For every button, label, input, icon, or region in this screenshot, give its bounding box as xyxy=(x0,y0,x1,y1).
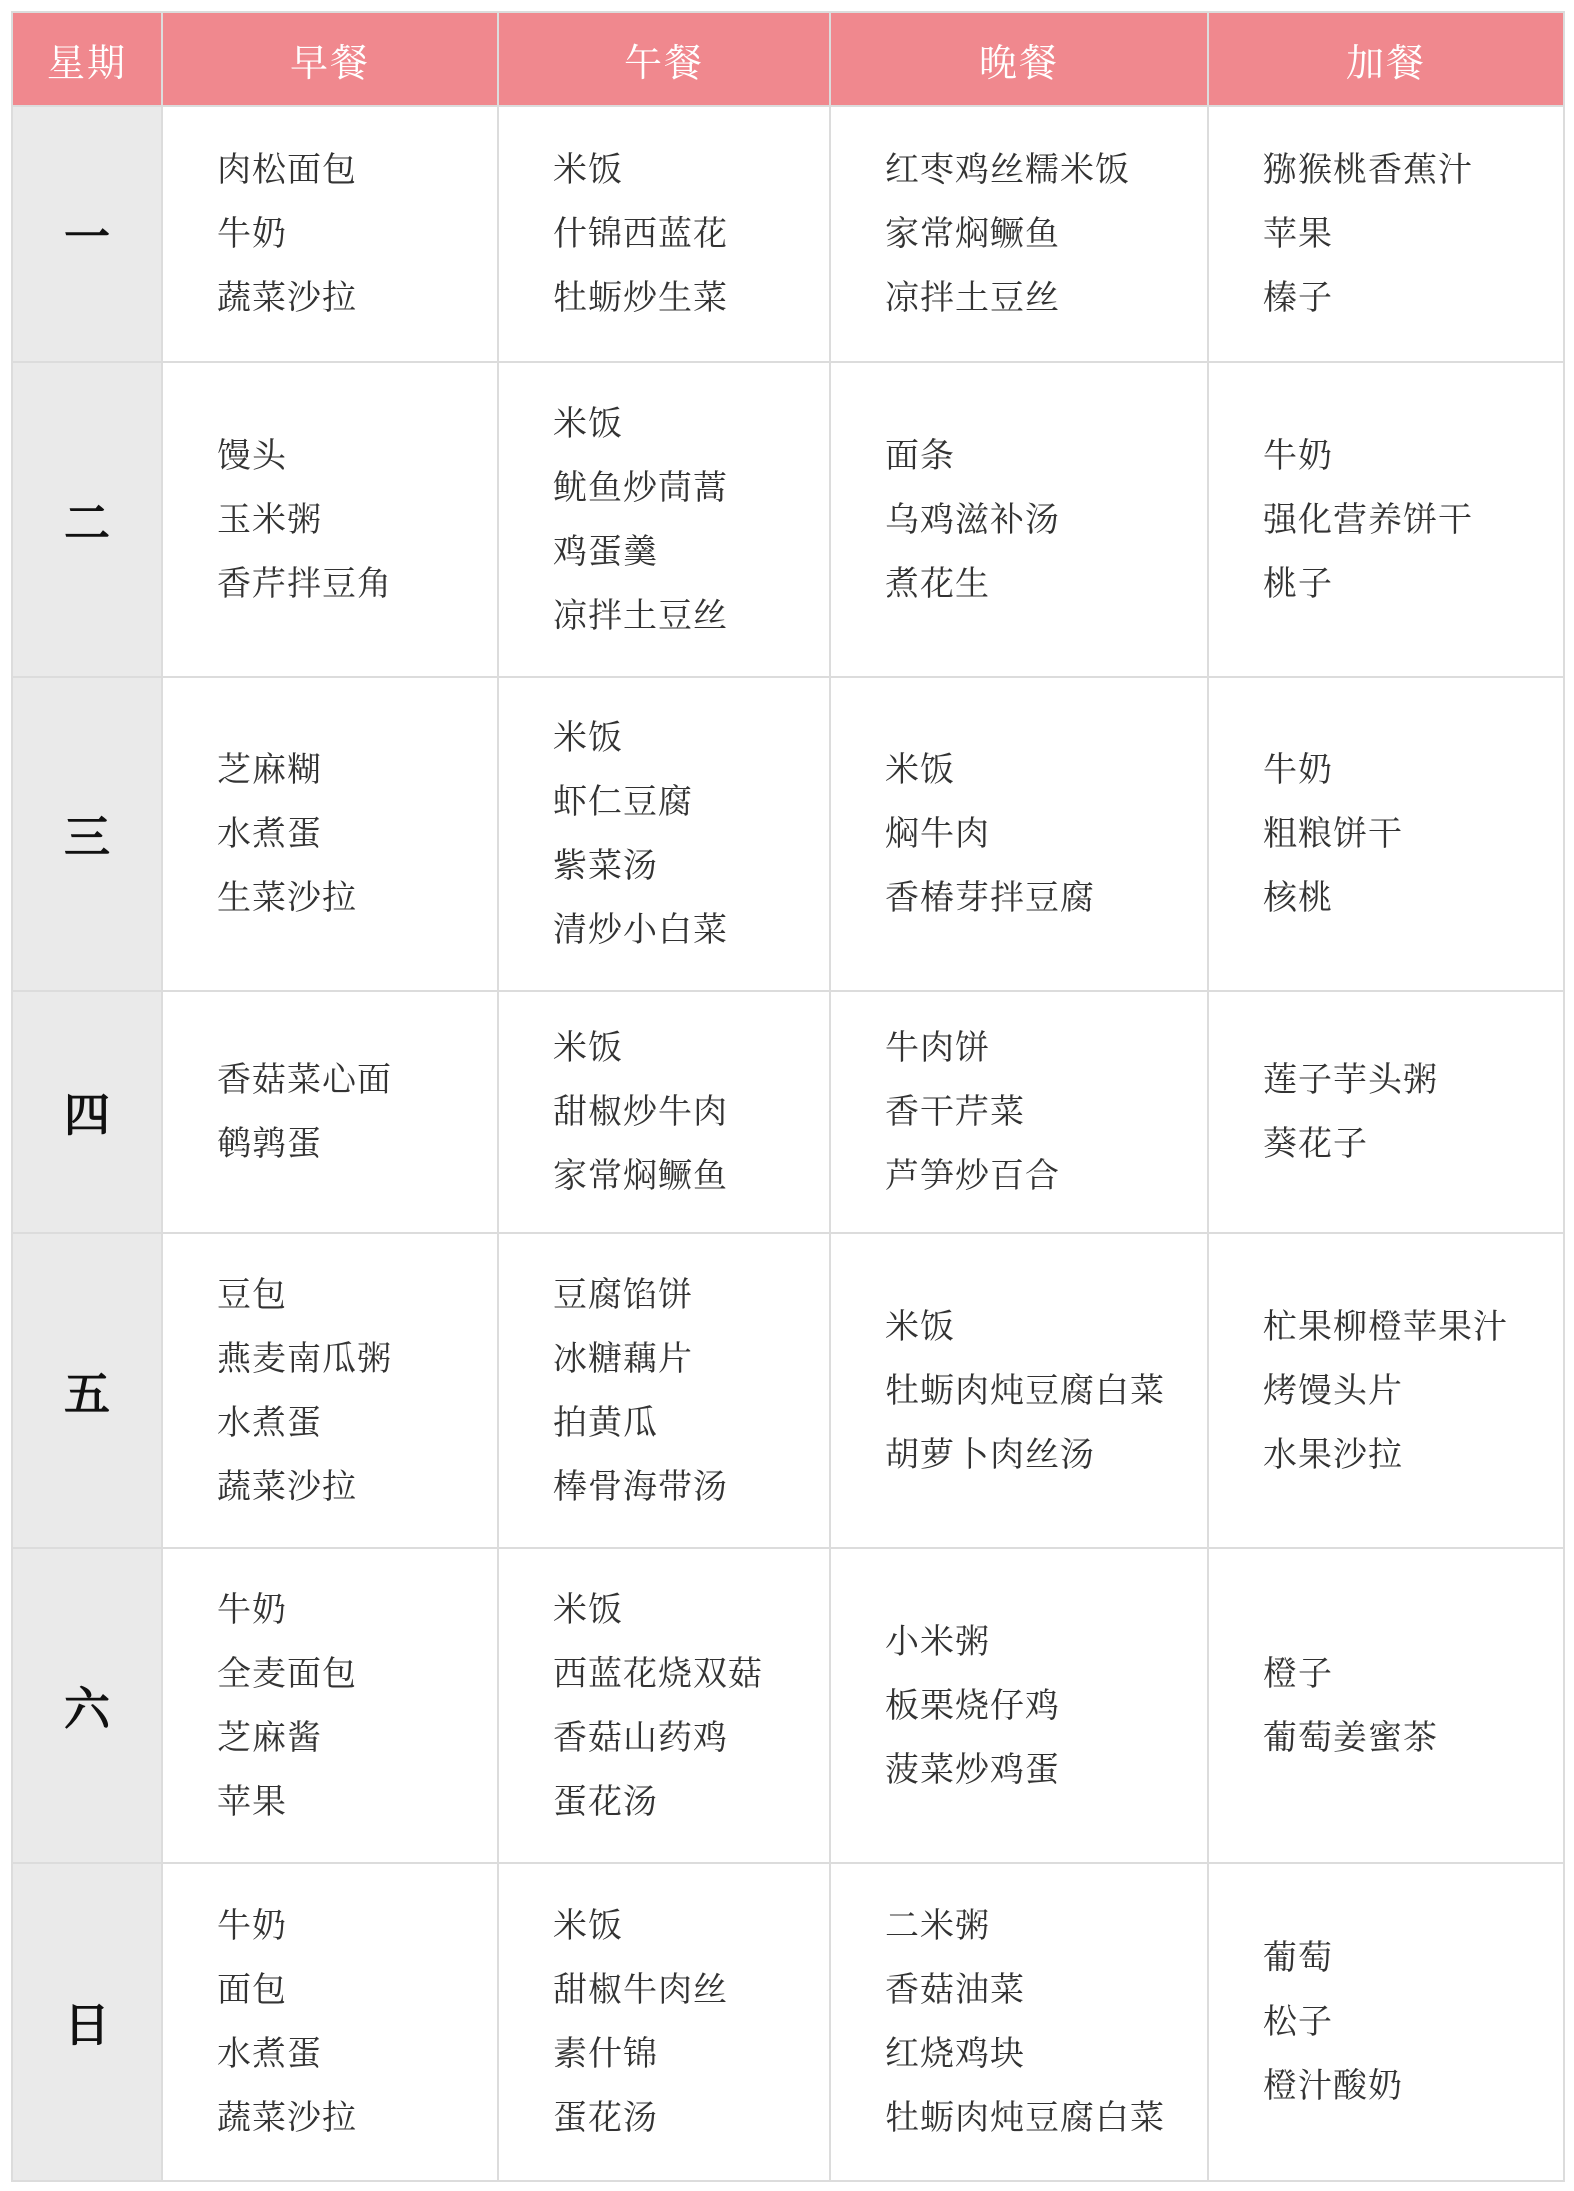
day-cell: 四 xyxy=(12,991,162,1233)
dish-item: 牛奶 xyxy=(217,1906,287,1946)
day-cell: 五 xyxy=(12,1233,162,1548)
dish-item: 甜椒炒牛肉 xyxy=(553,1092,728,1132)
table-row xyxy=(12,991,1564,1233)
dinner-cell xyxy=(830,362,1208,677)
dish-item: 胡萝卜肉丝汤 xyxy=(885,1434,1095,1475)
day-cell: 六 xyxy=(12,1548,162,1863)
dish-item: 米饭 xyxy=(553,1906,623,1946)
dinner-cell xyxy=(830,677,1208,991)
dish-item: 桃子 xyxy=(1263,563,1333,604)
dish-item: 橙汁酸奶 xyxy=(1263,2066,1403,2106)
dish-item: 米饭 xyxy=(553,718,623,758)
table-row xyxy=(12,1863,1564,2181)
table-header xyxy=(12,12,1564,106)
header-lunch: 午餐 xyxy=(498,12,830,106)
header-dinner: 晚餐 xyxy=(830,12,1208,106)
dish-item: 粗粮饼干 xyxy=(1263,814,1403,854)
snack-cell xyxy=(1208,677,1564,991)
dish-item: 小米粥 xyxy=(885,1621,990,1662)
dish-item: 榛子 xyxy=(1263,278,1333,318)
dish-item: 苹果 xyxy=(1263,214,1333,254)
dish-item: 乌鸡滋补汤 xyxy=(885,499,1060,540)
header-breakfast: 早餐 xyxy=(162,12,498,106)
dish-item: 核桃 xyxy=(1263,878,1333,918)
lunch-cell xyxy=(498,991,830,1233)
dish-item: 鸡蛋羹 xyxy=(553,531,658,572)
dish-item: 松子 xyxy=(1263,2002,1333,2042)
dish-item: 水煮蛋 xyxy=(217,1402,322,1443)
breakfast-cell xyxy=(162,1863,498,2181)
dish-item: 蔬菜沙拉 xyxy=(217,278,357,318)
dish-item: 烤馒头片 xyxy=(1263,1370,1403,1411)
dish-item: 西蓝花烧双菇 xyxy=(553,1653,763,1694)
snack-cell xyxy=(1208,362,1564,677)
snack-cell xyxy=(1208,991,1564,1233)
dish-item: 凉拌土豆丝 xyxy=(885,278,1060,318)
dish-item: 水果沙拉 xyxy=(1263,1434,1403,1475)
lunch-cell xyxy=(498,362,830,677)
dish-item: 牛奶 xyxy=(217,1589,287,1630)
dish-item: 面包 xyxy=(217,1970,287,2010)
dish-item: 牡蛎肉炖豆腐白菜 xyxy=(885,1370,1165,1411)
lunch-cell xyxy=(498,1233,830,1548)
dish-item: 拍黄瓜 xyxy=(553,1402,658,1443)
breakfast-cell xyxy=(162,677,498,991)
dish-item: 牡蛎肉炖豆腐白菜 xyxy=(885,2098,1165,2138)
dish-item: 米饭 xyxy=(553,1589,623,1630)
day-cell: 一 xyxy=(12,106,162,362)
dish-item: 玉米粥 xyxy=(217,499,322,540)
dinner-cell xyxy=(830,1863,1208,2181)
lunch-cell xyxy=(498,106,830,362)
dish-item: 馒头 xyxy=(217,435,287,476)
dish-item: 牛奶 xyxy=(217,214,287,254)
dish-item: 燕麦南瓜粥 xyxy=(217,1338,392,1379)
dish-item: 牛奶 xyxy=(1263,435,1333,476)
dish-item: 苹果 xyxy=(217,1781,287,1822)
breakfast-cell xyxy=(162,1233,498,1548)
dish-item: 香菇油菜 xyxy=(885,1970,1025,2010)
dish-item: 橙子 xyxy=(1263,1653,1333,1694)
header-row xyxy=(12,12,1564,106)
dinner-cell xyxy=(830,1548,1208,1863)
table-row xyxy=(12,677,1564,991)
dish-item: 甜椒牛肉丝 xyxy=(553,1970,728,2010)
snack-cell xyxy=(1208,106,1564,362)
dish-item: 什锦西蓝花 xyxy=(553,214,728,254)
dish-item: 冰糖藕片 xyxy=(553,1338,693,1379)
dish-item: 蔬菜沙拉 xyxy=(217,2098,357,2138)
dish-item: 牡蛎炒生菜 xyxy=(553,278,728,318)
dish-item: 香干芹菜 xyxy=(885,1092,1025,1132)
dish-item: 红烧鸡块 xyxy=(885,2034,1025,2074)
table-row xyxy=(12,1548,1564,1863)
dish-item: 煮花生 xyxy=(885,563,990,604)
dish-item: 棒骨海带汤 xyxy=(553,1466,728,1507)
breakfast-cell xyxy=(162,1548,498,1863)
dish-item: 素什锦 xyxy=(553,2034,658,2074)
dish-item: 鹌鹑蛋 xyxy=(217,1124,322,1164)
dish-item: 面条 xyxy=(885,435,955,476)
header-snack: 加餐 xyxy=(1208,12,1564,106)
dinner-cell xyxy=(830,991,1208,1233)
dish-item: 蛋花汤 xyxy=(553,1781,658,1822)
dish-item: 米饭 xyxy=(885,750,955,790)
lunch-cell xyxy=(498,677,830,991)
dinner-cell xyxy=(830,1233,1208,1548)
dish-item: 香菇菜心面 xyxy=(217,1060,392,1100)
dish-item: 芦笋炒百合 xyxy=(885,1156,1060,1196)
lunch-cell xyxy=(498,1863,830,2181)
breakfast-cell xyxy=(162,362,498,677)
dish-item: 家常焖鳜鱼 xyxy=(885,214,1060,254)
lunch-cell xyxy=(498,1548,830,1863)
dish-item: 米饭 xyxy=(553,150,623,190)
dish-item: 鱿鱼炒茼蒿 xyxy=(553,467,728,508)
dish-item: 二米粥 xyxy=(885,1906,990,1946)
dish-item: 清炒小白菜 xyxy=(553,910,728,950)
breakfast-cell xyxy=(162,106,498,362)
dish-item: 豆包 xyxy=(217,1274,287,1315)
snack-cell xyxy=(1208,1233,1564,1548)
dish-item: 芝麻酱 xyxy=(217,1717,322,1758)
dish-item: 香芹拌豆角 xyxy=(217,563,392,604)
dish-item: 焖牛肉 xyxy=(885,814,990,854)
dish-item: 葵花子 xyxy=(1263,1124,1368,1164)
dish-item: 米饭 xyxy=(885,1306,955,1347)
dish-item: 莲子芋头粥 xyxy=(1263,1060,1438,1100)
day-cell: 二 xyxy=(12,362,162,677)
dish-item: 蔬菜沙拉 xyxy=(217,1466,357,1507)
dish-item: 豆腐馅饼 xyxy=(553,1274,693,1315)
dish-item: 杧果柳橙苹果汁 xyxy=(1263,1306,1508,1347)
table-row xyxy=(12,1233,1564,1548)
meal-rows xyxy=(12,106,1564,2181)
dish-item: 肉松面包 xyxy=(217,150,357,190)
dish-item: 香椿芽拌豆腐 xyxy=(885,878,1095,918)
dish-item: 家常焖鳜鱼 xyxy=(553,1156,728,1196)
dish-item: 牛肉饼 xyxy=(885,1028,990,1068)
dish-item: 虾仁豆腐 xyxy=(553,782,693,822)
breakfast-cell xyxy=(162,991,498,1233)
dish-item: 全麦面包 xyxy=(217,1653,357,1694)
dish-item: 水煮蛋 xyxy=(217,2034,322,2074)
meal-plan-table xyxy=(11,11,1565,2182)
dish-item: 葡萄姜蜜茶 xyxy=(1263,1717,1438,1758)
dish-item: 红枣鸡丝糯米饭 xyxy=(885,150,1130,190)
dish-item: 蛋花汤 xyxy=(553,2098,658,2138)
table-row xyxy=(12,106,1564,362)
dish-item: 板栗烧仔鸡 xyxy=(885,1685,1060,1726)
snack-cell xyxy=(1208,1548,1564,1863)
dish-item: 紫菜汤 xyxy=(553,846,658,886)
dish-item: 香菇山药鸡 xyxy=(553,1717,728,1758)
day-cell: 日 xyxy=(12,1863,162,2181)
dinner-cell xyxy=(830,106,1208,362)
header-day: 星期 xyxy=(12,12,162,106)
dish-item: 凉拌土豆丝 xyxy=(553,595,728,636)
dish-item: 芝麻糊 xyxy=(217,750,322,790)
dish-item: 米饭 xyxy=(553,1028,623,1068)
dish-item: 菠菜炒鸡蛋 xyxy=(885,1749,1060,1790)
dish-item: 水煮蛋 xyxy=(217,814,322,854)
table-row xyxy=(12,362,1564,677)
dish-item: 葡萄 xyxy=(1263,1938,1333,1978)
day-cell: 三 xyxy=(12,677,162,991)
dish-item: 强化营养饼干 xyxy=(1263,499,1473,540)
dish-item: 猕猴桃香蕉汁 xyxy=(1263,150,1473,190)
dish-item: 牛奶 xyxy=(1263,750,1333,790)
dish-item: 米饭 xyxy=(553,403,623,444)
snack-cell xyxy=(1208,1863,1564,2181)
dish-item: 生菜沙拉 xyxy=(217,878,357,918)
